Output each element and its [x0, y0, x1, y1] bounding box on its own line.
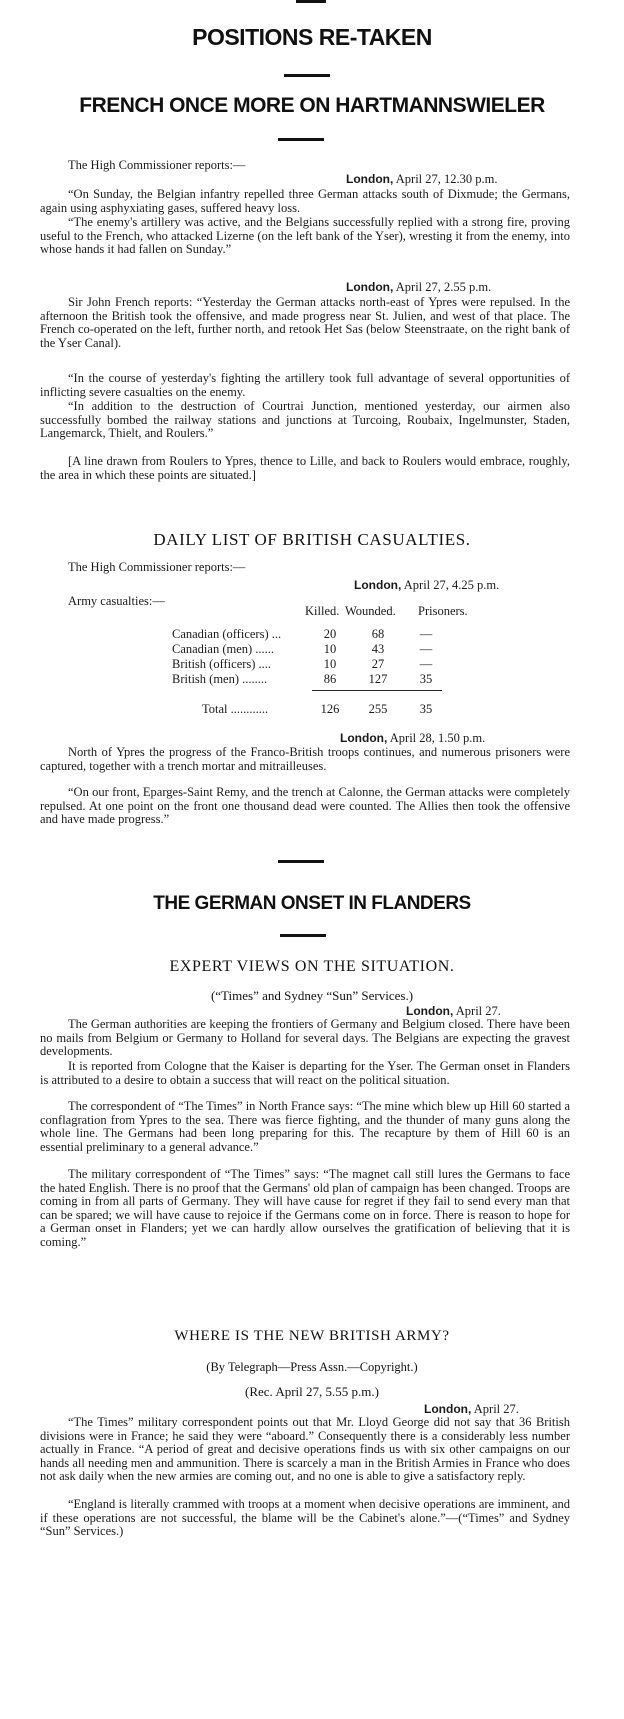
services-line: (“Times” and Sydney “Sun” Services.)	[210, 988, 414, 1003]
intro-line: The High Commissioner reports:—	[68, 560, 246, 574]
dateline-time: April 28, 1.50 p.m.	[389, 731, 486, 745]
received-line: (Rec. April 27, 5.55 p.m.)	[245, 1384, 379, 1399]
total-prisoners: 35	[419, 702, 433, 716]
killed-cell: 10	[323, 657, 337, 671]
dateline-time: April 27, 12.30 p.m.	[395, 172, 498, 186]
divider	[278, 138, 324, 141]
column-header-killed: Killed.	[305, 604, 340, 618]
dateline-city: London,	[406, 1004, 454, 1018]
row-label: British (men) ........	[172, 672, 268, 686]
dateline-time: April 27, 2.55 p.m.	[395, 280, 492, 294]
prisoners-cell: —	[419, 627, 433, 641]
total-killed: 126	[320, 702, 340, 716]
dateline-city: London,	[340, 731, 388, 745]
killed-cell: 86	[323, 672, 337, 686]
total-wounded: 255	[368, 702, 388, 716]
dateline	[346, 280, 491, 295]
paragraph: The German authorities are keeping the frontiers of Germany and Belgium closed. There have been no mails from Belgium or Germany to Holland for several days. The Belgians are expecting the gravest developments.	[40, 1017, 570, 1059]
killed-cell: 20	[323, 627, 337, 641]
dateline-city: London,	[354, 578, 402, 592]
wounded-cell: 68	[371, 627, 385, 641]
row-label: Canadian (men) ......	[172, 642, 275, 656]
paragraph: “On our front, Eparges-Saint Remy, and the trench at Calonne, the German attacks were completely repulsed. At one point on the front one thousand dead were counted. The Allies then took the offensive and have made progress.”	[40, 785, 570, 827]
divider	[278, 860, 324, 863]
wounded-cell: 127	[368, 672, 388, 686]
prisoners-cell: —	[419, 642, 433, 656]
headline-new-british-army: WHERE IS THE NEW BRITISH ARMY?	[174, 1328, 450, 1344]
subheadline-expert-views: EXPERT VIEWS ON THE SITUATION.	[169, 958, 455, 975]
paragraph: Sir John French reports: “Yesterday the German attacks north-east of Ypres were repulsed. In the afternoon the British took the offensive, and made progress near St. Julien, and west of that place. The French co-operated on the left, further north, and retook Het Sas (below Steenstraate, on the right bank of the Yser Canal).	[40, 295, 570, 350]
paragraph: “In the course of yesterday's fighting the artillery took full advantage of several opportunities of inflicting severe casualties on the enemy.	[40, 371, 570, 399]
dateline	[346, 172, 498, 187]
paragraph: “The Times” military correspondent points out that Mr. Lloyd George did not say that 36 British divisions were in France; he said they were “aboard.” Consequently there is a considerably less number actually in France. “A period of great and decisive operations finds us with six other campaigns on our hands all needing men and ammunition. There is scarcely a man in the British Armies in France who does not ask daily when the new armies are coming out, and no one is able to give a satisfactory reply.	[40, 1415, 570, 1484]
total-rule	[312, 690, 442, 691]
divider	[280, 934, 326, 937]
headline-daily-casualties: DAILY LIST OF BRITISH CASUALTIES.	[153, 530, 471, 549]
dateline-city: London,	[346, 172, 394, 186]
dateline-time: April 27.	[455, 1004, 501, 1018]
killed-cell: 10	[323, 642, 337, 656]
headline-german-onset: THE GERMAN ONSET IN FLANDERS	[153, 893, 471, 914]
paragraph: “On Sunday, the Belgian infantry repelled three German attacks south of Dixmude; the Germans, again using asphyxiating gases, suffered heavy loss.	[40, 187, 570, 215]
dateline-time: April 27, 4.25 p.m.	[403, 578, 500, 592]
column-header-wounded: Wounded.	[345, 604, 396, 618]
paragraph: It is reported from Cologne that the Kaiser is departing for the Yser. The German onset in Flanders is attributed to a desire to obtain a success that will react on the political situation.	[40, 1059, 570, 1087]
paragraph: The correspondent of “The Times” in North France says: “The mine which blew up Hill 60 started a conflagration from Ypres to the sea. There was fierce fighting, and the thunder of many guns along the whole line. The Germans had been long preparing for this. The recapture by them of Hill 60 is an essential preliminary to a general advance.”	[40, 1099, 570, 1154]
prisoners-cell: 35	[419, 672, 433, 686]
dateline	[340, 731, 485, 746]
dateline-city: London,	[346, 280, 394, 294]
total-label: Total ............	[202, 702, 269, 716]
top-divider	[296, 0, 326, 3]
row-label: British (officers) ....	[172, 657, 272, 671]
paragraph: “In addition to the destruction of Courtrai Junction, mentioned yesterday, our airmen also successfully bombed the railway stations and junctions at Turcoing, Roubaix, Ingelmunster, Staden, Langemarck, Thielt, and Roulers.”	[40, 399, 570, 441]
row-label: Canadian (officers) ...	[172, 627, 282, 641]
column-header-prisoners: Prisoners.	[418, 604, 468, 618]
intro-line: The High Commissioner reports:—	[68, 158, 246, 172]
dateline-time: April 27.	[473, 1402, 519, 1416]
byline: (By Telegraph—Press Assn.—Copyright.)	[206, 1360, 418, 1374]
dateline	[354, 578, 499, 593]
army-casualties-label: Army casualties:—	[68, 594, 165, 608]
paragraph: “The enemy's artillery was active, and the Belgians successfully replied with a strong fire, proving useful to the French, who attacked Lizerne (on the left bank of the Yser), wresting it from the enemy, into whose hands it had fallen on Sunday.”	[40, 215, 570, 257]
paragraph: The military correspondent of “The Times” says: “The magnet call still lures the Germans to face the hated English. There is no proof that the Germans' old plan of campaign has been changed. Troops are coming in from all parts of Germany. They will have cause for regret if they fail to send every man that can be spared; we will have cause to rejoice if the Germans come on in force. There is reason to hope for a German onset in Flanders; yet we can hardly allow ourselves the gratification of believing that it is coming.”	[40, 1167, 570, 1249]
paragraph: North of Ypres the progress of the Franco-British troops continues, and numerous prisoners were captured, together with a trench mortar and mitrailleuses.	[40, 745, 570, 773]
paragraph: [A line drawn from Roulers to Ypres, thence to Lille, and back to Roulers would embrace, roughly, the area in which these points are situated.]	[40, 454, 570, 482]
wounded-cell: 27	[371, 657, 385, 671]
subheadline-hartmannswieler: FRENCH ONCE MORE ON HARTMANNSWIELER	[79, 94, 545, 117]
wounded-cell: 43	[371, 642, 385, 656]
prisoners-cell: —	[419, 657, 433, 671]
paragraph: “England is literally crammed with troops at a moment when decisive operations are imminent, and if these operations are not successful, the blame will be the Cabinet's alone.”—(“Times” and Sydney “Sun” Services.)	[40, 1497, 570, 1539]
headline-positions-retaken: POSITIONS RE-TAKEN	[192, 24, 432, 50]
dateline-city: London,	[424, 1402, 472, 1416]
divider	[284, 74, 330, 77]
